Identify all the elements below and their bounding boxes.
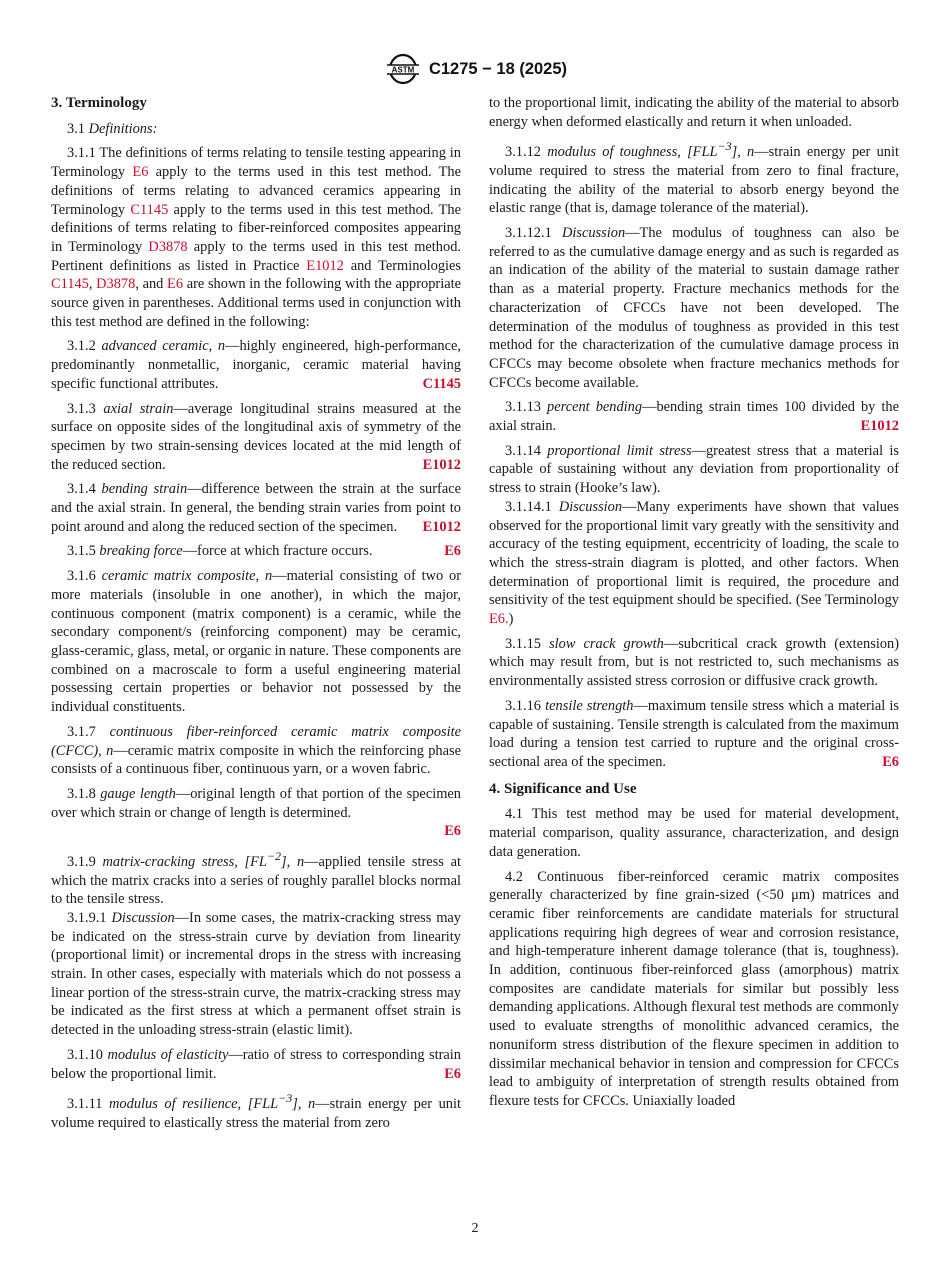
paragraph-3-1-1: 3.1.1 The definitions of terms relating to tensile testing appearing in Terminology E6 apply to the terms used in this test method. The definitions of terms relating to advanced ceramics appearing in Terminology C1145 apply to the terms used in this test method. The definitions of terms relating to fiber-reinforced composites appearing in Terminology D3878 apply to the terms used in this test method. Pertinent definitions as listed in Practice E1012 and Terminologies C1145, D3878, and E6 are shown in the following with the appropriate source given in parentheses. Additional terms used in conjunction with this test method are defined in the following: xyxy=(51,145,462,330)
paragraph-3-1-10: 3.1.10 modulus of elasticity—ratio of stress to corresponding strain below the proportional limit. E6 xyxy=(51,1046,461,1082)
paragraph-3-1-15: 3.1.15 slow crack growth—subcritical crack growth (extension) which may result from, but is not restricted to, such mechanisms as environmentally assisted stress corrosion or diffusive crack growth. xyxy=(489,635,900,690)
paragraph-3-1-5: 3.1.5 breaking force—force at which fracture occurs. E6 xyxy=(67,543,461,560)
ref-e6[interactable]: E6 xyxy=(132,164,149,181)
document-designation: C1275 − 18 (2025) xyxy=(428,59,568,78)
paragraph-3-1-2: 3.1.2 advanced ceramic, n—highly engineered, high-performance, predominantly nonmetallic, inorganic, ceramic material having specific functional attributes. C1145 xyxy=(51,338,461,392)
paragraph-4-1: 4.1 This test method may be used for material development, material comparison, quality assurance, characterization, and design data generation. xyxy=(489,806,899,860)
ref-e1012[interactable]: E1012 xyxy=(422,518,461,535)
paragraph-3-1-16: 3.1.16 tensile strength—maximum tensile stress which a material is capable of sustaining. Tensile strength is calculated from the maximum load during a tension test carried to rupture and the original cross-sectional area of the specimen. E6 xyxy=(489,697,899,770)
ref-c1145[interactable]: C1145 xyxy=(422,375,461,392)
paragraph-3-1-11-continued: to the proportional limit, indicating the ability of the material to absorb energy when deformed elastically and return it when unloaded. xyxy=(489,95,899,130)
paragraph-3-1-6: 3.1.6 ceramic matrix composite, n—material consisting of two or more materials (insoluble in one another), in which the major, continuous component (matrix component) is a ceramic, while the secondary component/s (reinforcing component) may be ceramic, glass-ceramic, glass, metal, or organic in nature. These components are combined on a macroscale to form a useful engineering material possessing certain properties or behavior not possessed by the individual constituents. xyxy=(51,568,461,716)
ref-e6[interactable]: E6 xyxy=(444,1065,461,1082)
paragraph-3-1-12-1: 3.1.12.1 Discussion—The modulus of toughness can also be referred to as the cumulative damage energy and as such is regarded as an indication of the ability of the material to sustain damage rather than as a material property. Fracture mechanics methods for the characterization of CFCCs have not been developed. The determination of the modulus of toughness as provided in this test method for the characterization of the cumulative damage process in CFCCs may become obsolete when fracture mechanics methods for CFCCs become available. xyxy=(489,225,899,391)
astm-logo-text: ASTM xyxy=(391,65,415,75)
ref-e1012[interactable]: E1012 xyxy=(860,418,899,435)
ref-e1012[interactable]: E1012 xyxy=(306,257,344,274)
astm-logo xyxy=(383,53,423,85)
ref-c1145[interactable]: C1145 xyxy=(130,201,169,218)
paragraph-3-1-8: 3.1.8 gauge length—original length of that portion of the specimen over which strain or change of length is determined. xyxy=(51,785,461,821)
paragraph-3-1-9-1: 3.1.9.1 Discussion—In some cases, the matrix-cracking stress may be indicated on the stress-strain curve by deviation from linearity (proportional limit) or incremental drops in the stress with increasing strain. In other cases, especially with materials which do not possess a linear portion of the stress-strain curve, the matrix-cracking stress may be indicated as the first stress at which a permanent offset strain is detected in the unloading stress-strain (elastic limit). xyxy=(51,909,461,1039)
paragraph-3-1-14: 3.1.14 proportional limit stress—greatest stress that a material is capable of sustaining without any deviation from proportionality of stress to strain (Hooke’s law). xyxy=(489,442,899,497)
paragraph-3-1-7: 3.1.7 continuous fiber-reinforced ceramic matrix composite (CFCC), n—ceramic matrix composite in which the reinforcing phase consists of a continuous fiber, continuous yarn, or a woven fabric. xyxy=(51,723,462,778)
ref-c1145[interactable]: C1145 xyxy=(51,276,89,293)
paragraph-3-1-3: 3.1.3 axial strain—average longitudinal strains measured at the surface on opposite sides of the longitudinal axis of symmetry of the specimen by two strain-sensing devices located at the mid length of the reduced section. E1012 xyxy=(51,400,461,473)
ref-e6[interactable]: E6 xyxy=(444,823,461,840)
ref-e6[interactable]: E6 xyxy=(444,543,461,560)
page-number: 2 xyxy=(471,1221,479,1236)
ref-e1012[interactable]: E1012 xyxy=(422,456,461,473)
ref-d3878[interactable]: D3878 xyxy=(96,276,136,293)
paragraph-3-1-14-1: 3.1.14.1 Discussion—Many experiments have shown that values observed for the proportional limit vary greatly with the sensitivity and accuracy of the testing equipment, eccentricity of loading, the scale to which the stress-strain diagram is plotted, and other factors. When determination of proportional limit is required, the procedure and sensitivity of the test equipment should be specified. (See Terminology E6.) xyxy=(489,498,899,628)
section-4-heading: 4. Significance and Use xyxy=(489,780,637,797)
section-3-heading: 3. Terminology xyxy=(51,95,147,111)
ref-e6[interactable]: E6. xyxy=(489,611,509,628)
ref-e6[interactable]: E6 xyxy=(167,276,184,293)
paragraph-3-1-13: 3.1.13 percent bending—bending strain times 100 divided by the axial strain. E1012 xyxy=(489,399,899,435)
ref-d3878[interactable]: D3878 xyxy=(148,238,188,255)
paragraph-3-1-12: 3.1.12 modulus of toughness, $[FLL^{-3}]$, n—strain energy per unit volume required to stress the material from zero to final fracture, indicating the ability of the material to absorb energy beyond the elastic range (that is, damage tolerance of the material). xyxy=(489,139,899,217)
right-column xyxy=(489,94,899,1117)
paragraph-3-1-4: 3.1.4 bending strain—difference between the strain at the surface and the axial strain. In general, the bending strain varies from point to point around and along the reduced section of the specimen. E1012 xyxy=(51,481,461,535)
left-column xyxy=(51,94,461,1138)
paragraph-3-1-9: 3.1.9 matrix-cracking stress, $[FL^{-2}]$, n—applied tensile stress at which the matrix cracks into a series of roughly parallel blocks normal to the tensile stress. xyxy=(51,849,461,908)
page-header xyxy=(0,52,950,86)
ref-e6[interactable]: E6 xyxy=(882,754,899,770)
paragraph-3-1: 3.1 Definitions: xyxy=(67,120,158,137)
paragraph-3-1-11: 3.1.11 modulus of resilience, $[FLL^{-3}]$, n—strain energy per unit volume required to elastically stress the material from zero xyxy=(51,1091,461,1131)
paragraph-4-2: 4.2 Continuous fiber-reinforced ceramic matrix composites generally characterized by fine grain-sized (<50 μm) matrices and ceramic fiber reinforcements are candidate materials for structural applications requiring high degrees of wear and corrosion resistance, and high-temperature inherent damage tolerance (that is, toughness). In addition, continuous fiber-reinforced glass (amorphous) matrix composites are candidate materials for similar but possibly less demanding applications. Although flexural test methods are commonly used to evaluate strengths of monolithic advanced ceramics, the nonuniform stress distribution of the flexure specimen in addition to dissimilar mechanical behavior in tension and compression for CFCCs lead to ambiguity of interpretation of strength results obtained from flexure tests for CFCCs. Uniaxially loaded xyxy=(489,868,899,1109)
